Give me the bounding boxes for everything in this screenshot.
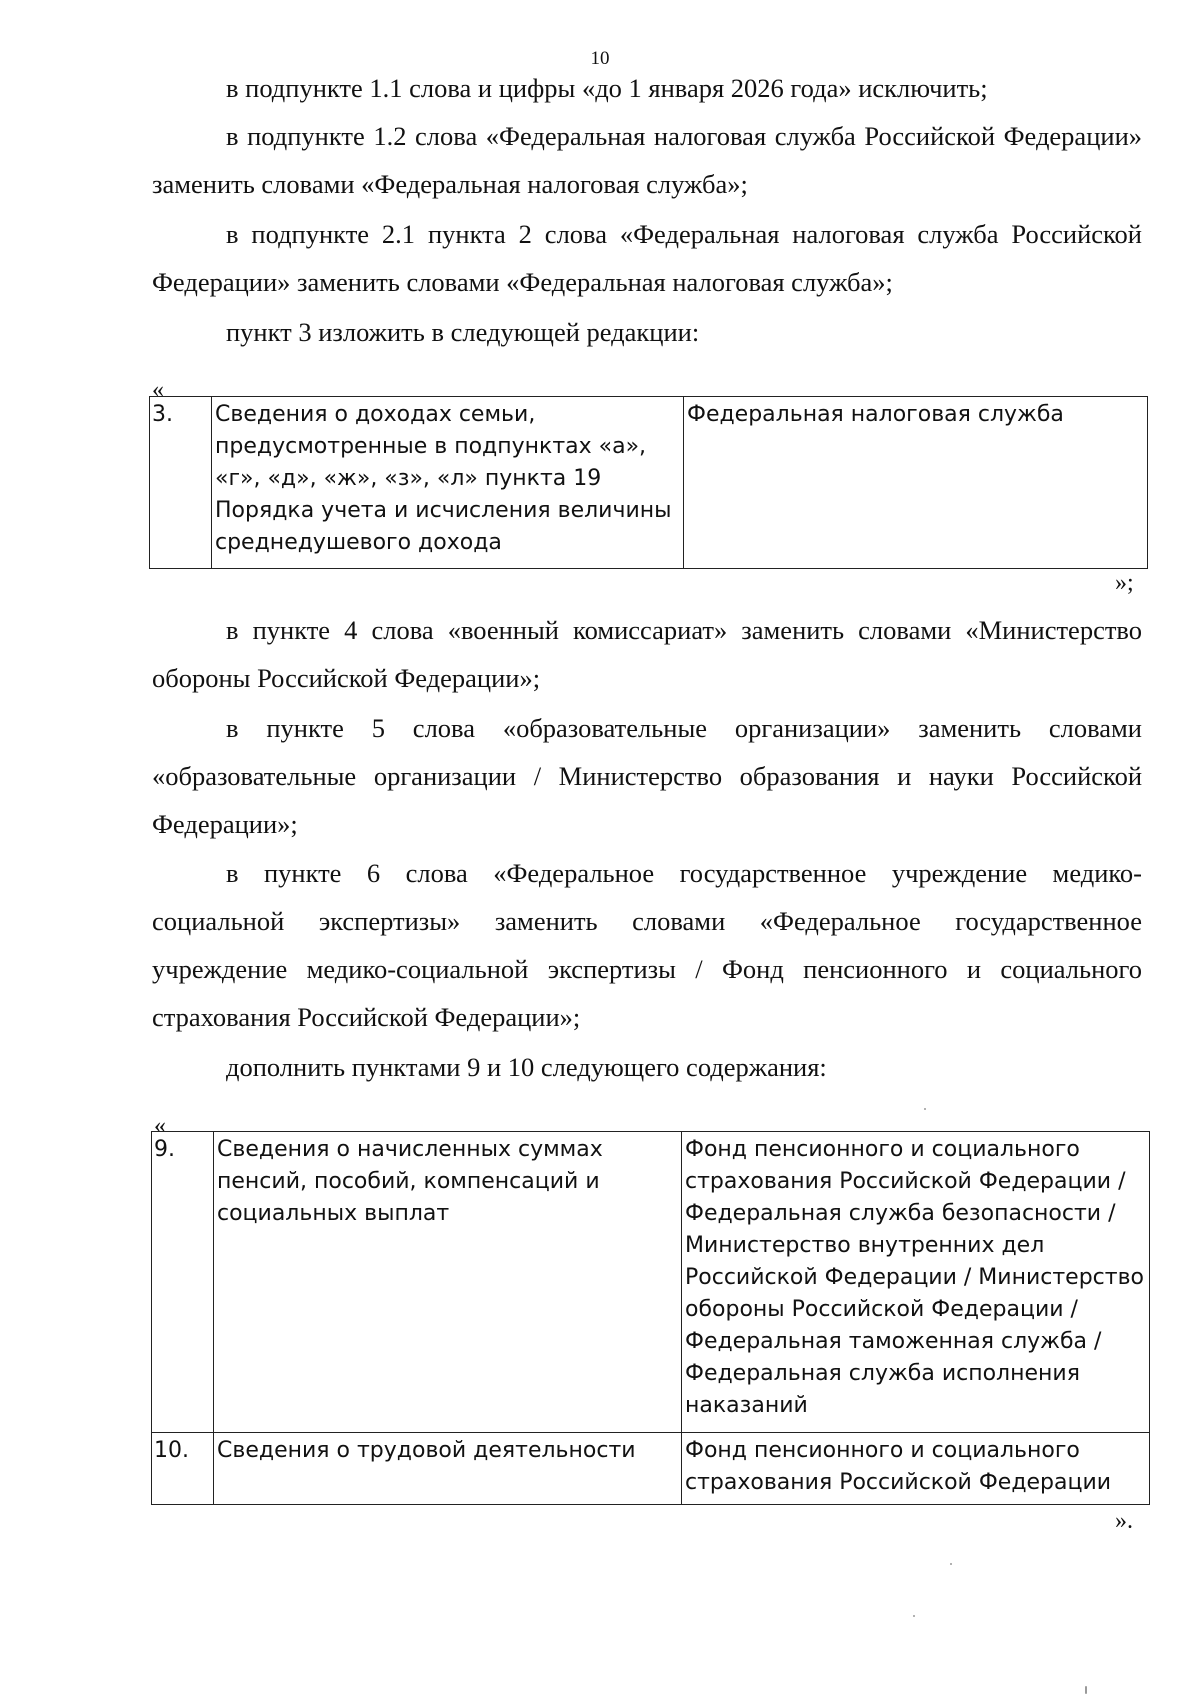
table-row [152,1433,1150,1505]
paragraph-subitem-1-1: в подпункте 1.1 слова и цифры «до 1 января 2026 года» исключить; [226,73,988,103]
table-row [152,1132,1150,1433]
table-cell-info: Сведения о начисленных суммах пенсий, пособий, компенсаций и социальных выплат [214,1132,682,1433]
table-items-9-10 [151,1131,1150,1505]
table-cell-agency: Федеральная налоговая служба [684,397,1148,569]
table-cell-agency: Фонд пенсионного и социального страхования Российской Федерации / Федеральная служба безопасности / Министерство внутренних дел Российской Федерации / Министерство обороны Российской Федерации / Федеральная таможенная служба / Федеральная служба исполнения наказаний [682,1132,1150,1433]
paragraph-add-items-intro: дополнить пунктами 9 и 10 следующего содержания: [226,1052,827,1082]
table2-open-quote: « [154,1113,166,1139]
table1-open-quote: « [152,377,164,403]
paragraph-subitem-2-1: в подпункте 2.1 пункта 2 слова «Федеральная налоговая служба Российской Федерации» заменить словами «Федеральная налоговая служба»; [152,219,1142,297]
page-number: 10 [590,48,610,69]
table1-close-quote: »; [1115,570,1134,596]
table-item-3 [149,396,1148,569]
paragraph-item-3-intro: пункт 3 изложить в следующей редакции: [226,317,700,347]
table-cell-number: 3. [150,397,212,569]
paragraph-item-5: в пункте 5 слова «образовательные организации» заменить словами «образовательные организации / Министерство образования и науки Российской Федерации»; [152,713,1142,839]
scan-speck [950,1563,952,1565]
scan-speck [1085,1686,1087,1694]
table-cell-info: Сведения о доходах семьи, предусмотренные в подпунктах «а», «г», «д», «ж», «з», «л» пункта 19 Порядка учета и исчисления величины среднедушевого дохода [212,397,684,569]
table-row [150,397,1148,569]
table-cell-agency: Фонд пенсионного и социального страхования Российской Федерации [682,1433,1150,1505]
paragraph-subitem-1-2: в подпункте 1.2 слова «Федеральная налоговая служба Российской Федерации» заменить словами «Федеральная налоговая служба»; [152,121,1142,199]
paragraph-item-4: в пункте 4 слова «военный комиссариат» заменить словами «Министерство обороны Российской Федерации»; [152,615,1142,693]
table-cell-number: 10. [152,1433,214,1505]
table-cell-number: 9. [152,1132,214,1433]
scan-speck [913,1615,915,1617]
table-cell-info: Сведения о трудовой деятельности [214,1433,682,1505]
paragraph-item-6: в пункте 6 слова «Федеральное государственное учреждение медико-социальной экспертизы» заменить словами «Федеральное государственное учреждение медико-социальной экспертизы / Фонд пенсионного и социального страхования Российской Федерации»; [152,858,1142,1032]
table2-close-quote: ». [1115,1508,1133,1534]
scan-speck [924,1108,926,1110]
